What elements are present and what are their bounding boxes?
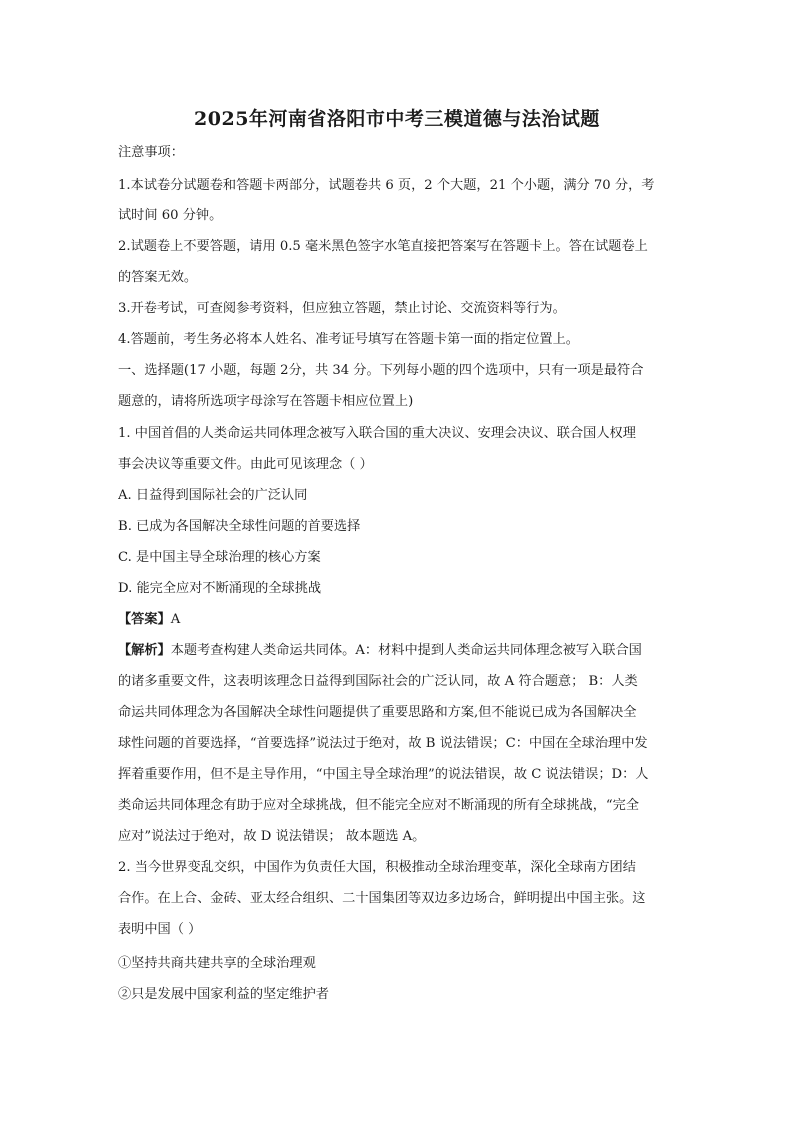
question-option: C. 是中国主导全球治理的核心方案 bbox=[118, 550, 321, 565]
notice-line: 4.答题前，考生务必将本人姓名、准考证号填写在答题卡第一面的指定位置上。 bbox=[118, 332, 579, 347]
analysis-line: 命运共同体理念为各国解决全球性问题提供了重要思路和方案,但不能说已成为各国解决全 bbox=[118, 705, 637, 720]
answer-line bbox=[118, 611, 678, 629]
question-option: A. 日益得到国际社会的广泛认同 bbox=[118, 488, 308, 503]
section-heading: 题意的，请将所选项字母涂写在答题卡相应位置上) bbox=[118, 394, 414, 409]
question-option: B. 已成为各国解决全球性问题的首要选择 bbox=[118, 519, 361, 534]
analysis-line: 应对”说法过于绝对，故 D 说法错误； 故本题选 A。 bbox=[118, 829, 426, 844]
notice-line: 3.开卷考试，可查阅参考资料，但应独立答题，禁止讨论、交流资料等行为。 bbox=[118, 301, 566, 316]
analysis-line: 类命运共同体理念有助于应对全球挑战，但不能完全应对不断涌现的所有全球挑战，“完全 bbox=[118, 798, 640, 813]
notice-line: 试时间 60 分钟。 bbox=[118, 208, 223, 223]
notice-heading: 注意事项： bbox=[118, 145, 184, 160]
answer-value: A bbox=[170, 612, 181, 627]
question-stem: 表明中国（ ） bbox=[118, 922, 202, 937]
analysis-line: 球性问题的首要选择，“首要选择”说法过于绝对，故 B 说法错误；C：中国在全球治理中发 bbox=[118, 736, 648, 751]
page-title: 2025年河南省洛阳市中考三模道德与法治试题 bbox=[194, 108, 600, 130]
question-stem: 2. 当今世界变乱交织，中国作为负责任大国，积极推动全球治理变革，深化全球南方团结 bbox=[118, 860, 636, 875]
question-option: D. 能完全应对不断涌现的全球挑战 bbox=[118, 581, 322, 596]
notice-line: 1.本试卷分试题卷和答题卡两部分，试题卷共 6 页，2 个大题，21 个小题，满分 70 分，考 bbox=[118, 178, 655, 193]
notice-line: 的答案无效。 bbox=[118, 270, 198, 285]
analysis-label: 【解析】 bbox=[118, 643, 171, 658]
section-heading: 一、选择题(17 小题，每题 2分，共 34 分。下列每小题的四个选项中，只有一项是最符合 bbox=[118, 363, 644, 378]
analysis-line: 的诸多重要文件，这表明该理念日益得到国际社会的广泛认同，故 A 符合题意； B：人类 bbox=[118, 674, 638, 689]
question-item: ①坚持共商共建共享的全球治理观 bbox=[118, 956, 316, 971]
question-stem: 1. 中国首倡的人类命运共同体理念被写入联合国的重大决议、安理会决议、联合国人权理 bbox=[118, 426, 636, 441]
question-stem: 事会决议等重要文件。由此可见该理念（ ） bbox=[118, 457, 373, 472]
notice-line: 2.试题卷上不要答题，请用 0.5 毫米黑色签字水笔直接把答案写在答题卡上。答在试题卷上 bbox=[118, 239, 648, 254]
question-stem: 合作。在上合、金砖、亚太经合组织、二十国集团等双边多边场合，鲜明提出中国主张。这 bbox=[118, 891, 646, 906]
analysis-line bbox=[118, 642, 678, 660]
question-item: ②只是发展中国家利益的坚定维护者 bbox=[118, 987, 329, 1002]
analysis-line: 挥着重要作用，但不是主导作用，“中国主导全球治理”的说法错误，故 C 说法错误；D：人 bbox=[118, 767, 649, 782]
answer-label: 【答案】 bbox=[118, 612, 171, 627]
analysis-text: 本题考查构建人类命运共同体。A：材料中提到人类命运共同体理念被写入联合国 bbox=[170, 643, 642, 658]
